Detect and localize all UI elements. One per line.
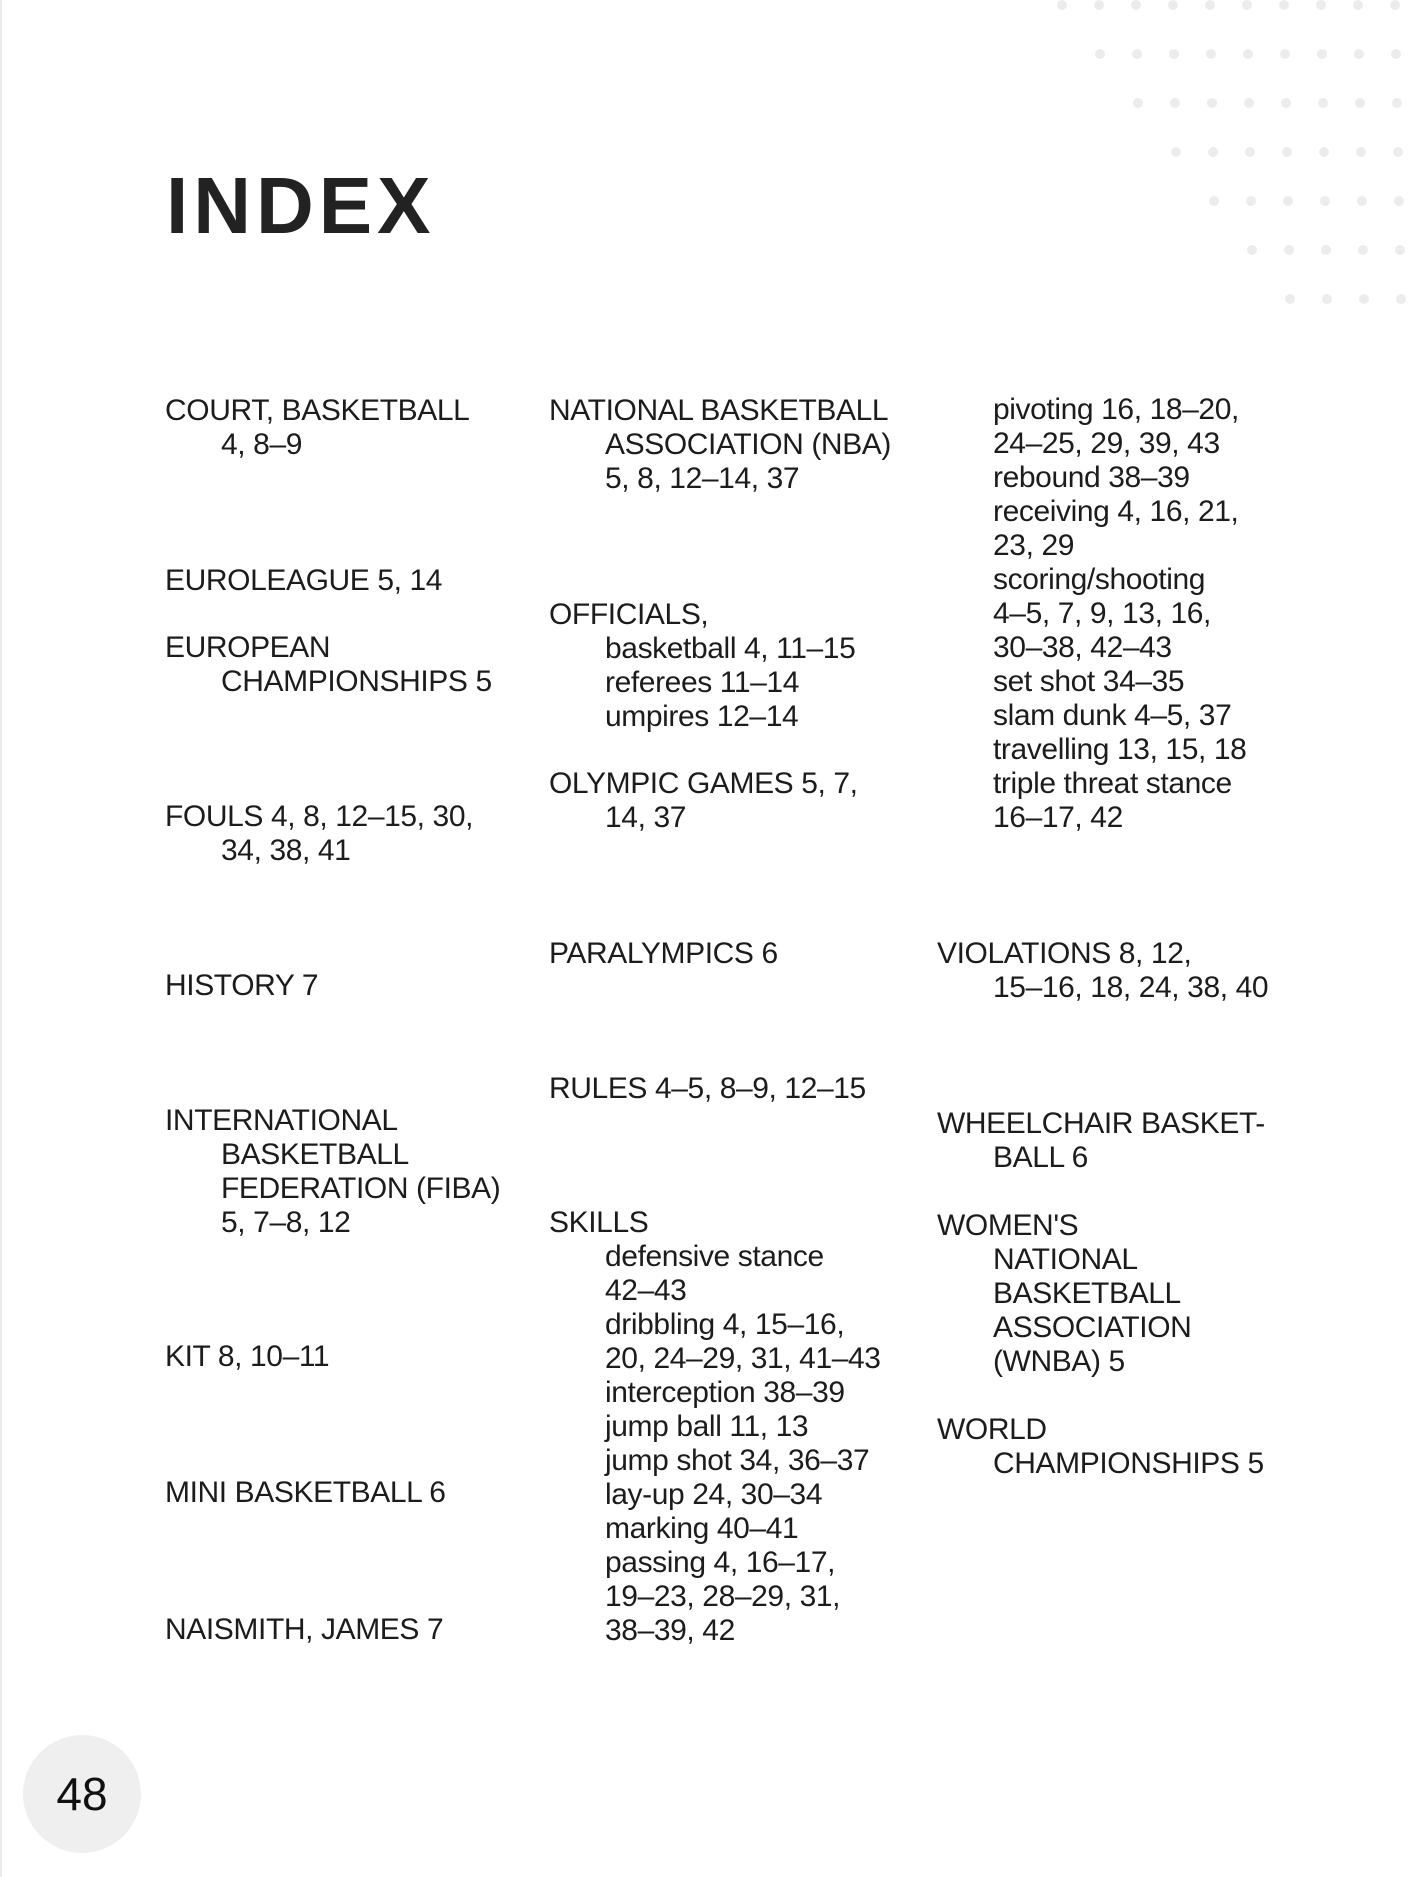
index-subline: scoring/shooting bbox=[993, 563, 1206, 596]
index-term: WHEELCHAIR BASKET- bbox=[937, 1107, 1265, 1140]
dot-icon bbox=[1171, 147, 1181, 157]
index-subline: ASSOCIATION bbox=[993, 1311, 1192, 1344]
index-term: EUROLEAGUE 5, 14 bbox=[165, 564, 443, 597]
index-subline: (WNBA) 5 bbox=[993, 1345, 1125, 1378]
dot-icon bbox=[1170, 98, 1180, 108]
dot-icon bbox=[1320, 196, 1330, 206]
index-entry bbox=[937, 393, 1246, 835]
index-subline: CHAMPIONSHIPS 5 bbox=[221, 665, 492, 698]
index-subline: umpires 12–14 bbox=[605, 700, 799, 733]
index-subline: dribbling 4, 15–16, bbox=[605, 1308, 845, 1341]
index-subline: 15–16, 18, 24, 38, 40 bbox=[993, 971, 1269, 1004]
dot-icon bbox=[1357, 196, 1367, 206]
index-term: VIOLATIONS 8, 12, bbox=[937, 937, 1192, 970]
index-subline: BALL 6 bbox=[993, 1141, 1088, 1174]
dot-icon bbox=[1355, 98, 1365, 108]
index-entry bbox=[549, 1072, 866, 1106]
index-subline: ASSOCIATION (NBA) bbox=[605, 428, 892, 461]
dot-icon bbox=[1095, 49, 1105, 59]
dot-icon bbox=[1392, 98, 1402, 108]
dot-icon bbox=[1168, 0, 1178, 10]
index-term: INTERNATIONAL bbox=[165, 1104, 398, 1137]
index-subline: 38–39, 42 bbox=[605, 1614, 735, 1647]
index-subline: jump ball 11, 13 bbox=[605, 1410, 809, 1443]
dot-icon bbox=[1317, 49, 1327, 59]
index-subline: rebound 38–39 bbox=[993, 461, 1190, 494]
index-entry bbox=[549, 937, 778, 971]
index-entry bbox=[937, 937, 1268, 1005]
index-subline: 14, 37 bbox=[605, 801, 687, 834]
index-subline: 4, 8–9 bbox=[221, 428, 303, 461]
dot-icon bbox=[1094, 0, 1104, 10]
index-entry bbox=[549, 767, 858, 835]
index-subline: 4–5, 7, 9, 13, 16, bbox=[993, 597, 1211, 630]
index-term: WOMEN'S bbox=[937, 1209, 1079, 1242]
dot-icon bbox=[1395, 245, 1405, 255]
index-term: COURT, BASKETBALL bbox=[165, 394, 470, 427]
index-term: HISTORY 7 bbox=[165, 969, 319, 1002]
dot-icon bbox=[1316, 0, 1326, 10]
index-entry bbox=[549, 598, 855, 734]
dot-icon bbox=[1359, 294, 1369, 304]
dot-icon bbox=[1322, 294, 1332, 304]
index-subline: pivoting 16, 18–20, bbox=[993, 393, 1239, 426]
index-subline: 20, 24–29, 31, 41–43 bbox=[605, 1342, 881, 1375]
index-entry bbox=[549, 1206, 881, 1648]
index-subline: 5, 7–8, 12 bbox=[221, 1206, 351, 1239]
dot-icon bbox=[1393, 147, 1403, 157]
dot-icon bbox=[1243, 49, 1253, 59]
dot-icon bbox=[1279, 0, 1289, 10]
index-term: RULES 4–5, 8–9, 12–15 bbox=[549, 1072, 866, 1105]
index-entry bbox=[937, 1413, 1264, 1481]
dot-icon bbox=[1209, 196, 1219, 206]
dot-icon bbox=[1169, 49, 1179, 59]
dot-icon bbox=[1242, 0, 1252, 10]
dot-icon bbox=[1321, 245, 1331, 255]
index-entry bbox=[165, 631, 492, 699]
index-subline: basketball 4, 11–15 bbox=[605, 632, 856, 665]
index-subline: travelling 13, 15, 18 bbox=[993, 733, 1247, 766]
index-term: SKILLS bbox=[549, 1206, 649, 1239]
index-subline: 24–25, 29, 39, 43 bbox=[993, 427, 1220, 460]
dot-icon bbox=[1396, 294, 1406, 304]
index-entry bbox=[165, 564, 442, 598]
index-term: MINI BASKETBALL 6 bbox=[165, 1476, 446, 1509]
page-number: 48 bbox=[56, 1768, 108, 1820]
index-subline: slam dunk 4–5, 37 bbox=[993, 699, 1232, 732]
dot-icon bbox=[1244, 98, 1254, 108]
index-term: OFFICIALS, bbox=[549, 598, 709, 631]
index-term: NATIONAL BASKETBALL bbox=[549, 394, 889, 427]
index-entry bbox=[165, 1340, 329, 1374]
dot-icon bbox=[1319, 147, 1329, 157]
dot-icon bbox=[1282, 147, 1292, 157]
index-subline: triple threat stance bbox=[993, 767, 1232, 800]
index-term: EUROPEAN bbox=[165, 631, 331, 664]
dot-icon bbox=[1318, 98, 1328, 108]
dot-icon bbox=[1353, 0, 1363, 10]
index-subline: BASKETBALL bbox=[993, 1277, 1181, 1310]
index-term: FOULS 4, 8, 12–15, 30, bbox=[165, 800, 474, 833]
index-entry bbox=[165, 800, 473, 868]
index-subline: 23, 29 bbox=[993, 529, 1075, 562]
index-term: PARALYMPICS 6 bbox=[549, 937, 778, 970]
index-subline: referees 11–14 bbox=[605, 666, 799, 699]
index-term: OLYMPIC GAMES 5, 7, bbox=[549, 767, 858, 800]
dot-icon bbox=[1285, 294, 1295, 304]
page-number-badge bbox=[23, 1735, 141, 1853]
dot-icon bbox=[1358, 245, 1368, 255]
index-entry bbox=[549, 394, 891, 496]
index-subline: 34, 38, 41 bbox=[221, 834, 351, 867]
dot-icon bbox=[1207, 98, 1217, 108]
index-entry bbox=[937, 1209, 1191, 1379]
dot-icon bbox=[1390, 0, 1400, 10]
page-title: INDEX bbox=[166, 161, 436, 250]
dot-icon bbox=[1391, 49, 1401, 59]
dot-icon bbox=[1283, 196, 1293, 206]
dot-icon bbox=[1205, 0, 1215, 10]
index-entry bbox=[165, 394, 469, 462]
index-subline: receiving 4, 16, 21, bbox=[993, 495, 1239, 528]
index-subline: marking 40–41 bbox=[605, 1512, 799, 1545]
index-subline: 19–23, 28–29, 31, bbox=[605, 1580, 841, 1613]
index-term: NAISMITH, JAMES 7 bbox=[165, 1613, 444, 1646]
index-subline: 16–17, 42 bbox=[993, 801, 1123, 834]
dot-icon bbox=[1280, 49, 1290, 59]
dot-icon bbox=[1247, 245, 1257, 255]
index-subline: interception 38–39 bbox=[605, 1376, 845, 1409]
dot-icon bbox=[1356, 147, 1366, 157]
index-term: WORLD bbox=[937, 1413, 1047, 1446]
index-entry bbox=[165, 1104, 500, 1240]
dot-icon bbox=[1131, 0, 1141, 10]
dot-icon bbox=[1394, 196, 1404, 206]
dot-icon bbox=[1354, 49, 1364, 59]
dot-icon bbox=[1246, 196, 1256, 206]
index-subline: set shot 34–35 bbox=[993, 665, 1185, 698]
index-subline: defensive stance bbox=[605, 1240, 824, 1273]
index-entry bbox=[937, 1107, 1265, 1175]
index-entry bbox=[165, 1476, 446, 1510]
dot-icon bbox=[1208, 147, 1218, 157]
dot-icon bbox=[1132, 49, 1142, 59]
dot-icon bbox=[1281, 98, 1291, 108]
index-entry bbox=[165, 969, 318, 1003]
dot-icon bbox=[1057, 0, 1067, 10]
dot-icon bbox=[1206, 49, 1216, 59]
dot-icon bbox=[1245, 147, 1255, 157]
index-subline: passing 4, 16–17, bbox=[605, 1546, 836, 1579]
index-subline: 5, 8, 12–14, 37 bbox=[605, 462, 800, 495]
index-subline: lay-up 24, 30–34 bbox=[605, 1478, 823, 1511]
index-term: KIT 8, 10–11 bbox=[165, 1340, 330, 1373]
index-entry bbox=[165, 1613, 443, 1647]
index-subline: 42–43 bbox=[605, 1274, 687, 1307]
dot-icon bbox=[1133, 98, 1143, 108]
dot-icon bbox=[1284, 245, 1294, 255]
index-subline: NATIONAL bbox=[993, 1243, 1138, 1276]
index-subline: CHAMPIONSHIPS 5 bbox=[993, 1447, 1264, 1480]
index-subline: jump shot 34, 36–37 bbox=[605, 1444, 870, 1477]
index-subline: 30–38, 42–43 bbox=[993, 631, 1172, 664]
index-subline: BASKETBALL bbox=[221, 1138, 409, 1171]
index-subline: FEDERATION (FIBA) bbox=[221, 1172, 501, 1205]
